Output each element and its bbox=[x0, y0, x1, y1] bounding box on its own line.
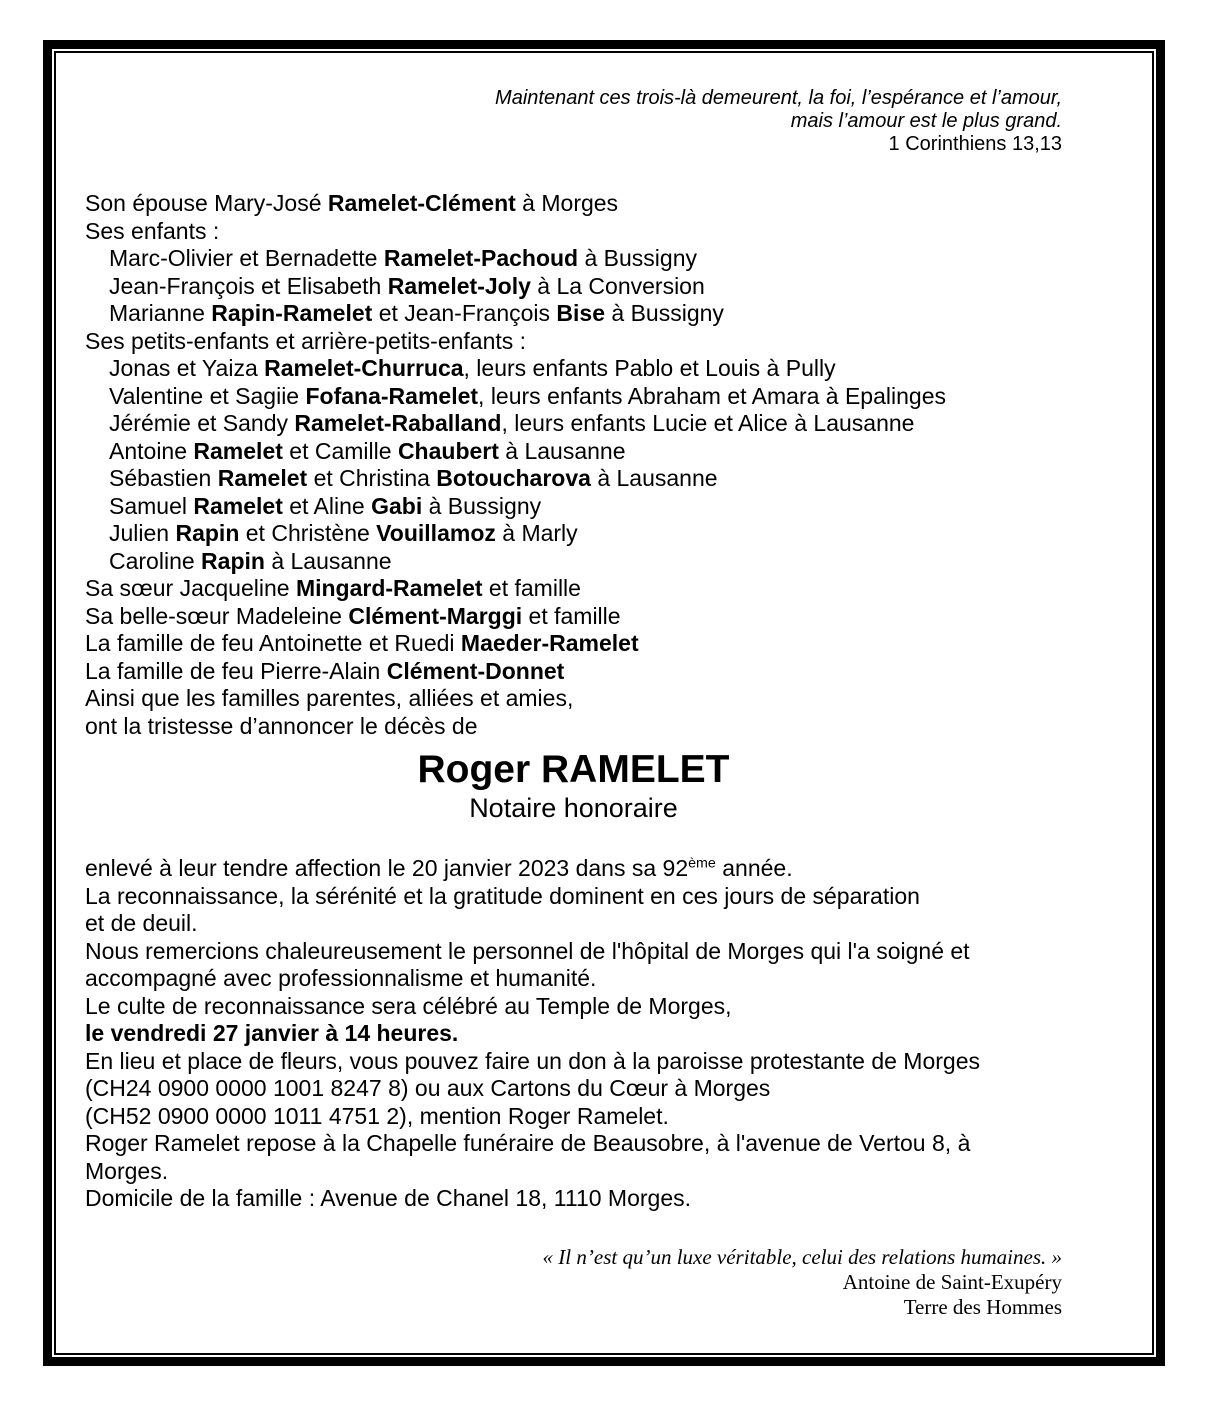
obituary-content bbox=[56, 53, 1152, 1353]
announcement-line: Roger Ramelet repose à la Chapelle funéraire de Beausobre, à l'avenue de Vertou 8, à bbox=[85, 1130, 971, 1156]
deceased-title: Notaire honoraire bbox=[469, 793, 678, 823]
family-line: Antoine Ramelet et Camille Chaubert à Lausanne bbox=[109, 437, 626, 464]
family-line: Ainsi que les familles parentes, alliées et amies, bbox=[85, 685, 574, 711]
family-line: Caroline Rapin à Lausanne bbox=[109, 547, 392, 574]
announcement-line: (CH52 0900 0000 1011 4751 2), mention Roger Ramelet. bbox=[85, 1102, 669, 1129]
family-line: Marc-Olivier et Bernadette Ramelet-Pachoud à Bussigny bbox=[109, 245, 697, 271]
family-line: Julien Rapin et Christène Vouillamoz à Marly bbox=[109, 520, 578, 546]
announcement-paragraph bbox=[85, 855, 1062, 1213]
family-line: Jonas et Yaiza Ramelet-Churruca, leurs enfants Pablo et Louis à Pully bbox=[109, 355, 836, 381]
scripture-line-1: Maintenant ces trois-là demeurent, la foi, l’espérance et l’amour, bbox=[495, 87, 1062, 109]
family-line: ont la tristesse d’annoncer le décès de bbox=[85, 712, 478, 739]
announcement-line: le vendredi 27 janvier à 14 heures. bbox=[85, 1020, 459, 1046]
announcement-line: Le culte de reconnaissance sera célébré au Temple de Morges, bbox=[85, 992, 732, 1019]
decorative-frame-inner bbox=[54, 51, 1154, 1355]
family-line: Valentine et Sagiie Fofana-Ramelet, leurs enfants Abraham et Amara à Epalinges bbox=[109, 382, 946, 409]
closing-quote bbox=[85, 1245, 1062, 1320]
announcement-line: En lieu et place de fleurs, vous pouvez faire un don à la paroisse protestante de Morges bbox=[85, 1047, 980, 1074]
decorative-frame-outer bbox=[43, 40, 1165, 1366]
deceased-name: Roger RAMELET bbox=[417, 748, 730, 791]
family-line: La famille de feu Antoinette et Ruedi Maeder-Ramelet bbox=[85, 630, 639, 656]
announcement-line: La reconnaissance, la sérénité et la gratitude dominent en ces jours de séparation bbox=[85, 882, 920, 909]
announcement-line: Morges. bbox=[85, 1157, 169, 1184]
announcement-line: (CH24 0900 0000 1001 8247 8) ou aux Cartons du Cœur à Morges bbox=[85, 1075, 771, 1101]
family-list bbox=[85, 190, 1062, 740]
family-line: Sébastien Ramelet et Christina Botoucharova à Lausanne bbox=[109, 465, 718, 491]
deceased-block bbox=[85, 748, 1062, 824]
family-line: Jean-François et Elisabeth Ramelet-Joly à La Conversion bbox=[109, 272, 705, 299]
family-line: Jérémie et Sandy Ramelet-Raballand, leurs enfants Lucie et Alice à Lausanne bbox=[109, 410, 915, 436]
closing-quote-work: Terre des Hommes bbox=[903, 1294, 1062, 1319]
family-line: Samuel Ramelet et Aline Gabi à Bussigny bbox=[109, 492, 542, 519]
family-line: Ses enfants : bbox=[85, 217, 220, 244]
family-line: Marianne Rapin-Ramelet et Jean-François Bise à Bussigny bbox=[109, 300, 724, 326]
announcement-line: accompagné avec professionnalisme et humanité. bbox=[85, 965, 597, 991]
family-line: Sa belle-sœur Madeleine Clément-Marggi et famille bbox=[85, 602, 621, 629]
scripture-reference: 1 Corinthiens 13,13 bbox=[888, 133, 1062, 155]
announcement-line: et de deuil. bbox=[85, 910, 198, 936]
family-line: Sa sœur Jacqueline Mingard-Ramelet et famille bbox=[85, 575, 581, 601]
announcement-line: enlevé à leur tendre affection le 20 janvier 2023 dans sa 92ème année. bbox=[85, 855, 793, 881]
scripture-quote bbox=[85, 87, 1062, 156]
family-line: Son épouse Mary-José Ramelet-Clément à Morges bbox=[85, 190, 619, 216]
family-line: La famille de feu Pierre-Alain Clément-Donnet bbox=[85, 657, 565, 684]
closing-quote-author: Antoine de Saint-Exupéry bbox=[842, 1269, 1062, 1294]
announcement-line: Domicile de la famille : Avenue de Chanel 18, 1110 Morges. bbox=[85, 1185, 692, 1211]
closing-quote-text: « Il n’est qu’un luxe véritable, celui des relations humaines. » bbox=[542, 1244, 1062, 1269]
announcement-line: Nous remercions chaleureusement le personnel de l'hôpital de Morges qui l'a soigné et bbox=[85, 937, 970, 964]
scripture-line-2: mais l’amour est le plus grand. bbox=[790, 110, 1062, 132]
family-line: Ses petits-enfants et arrière-petits-enfants : bbox=[85, 327, 527, 354]
